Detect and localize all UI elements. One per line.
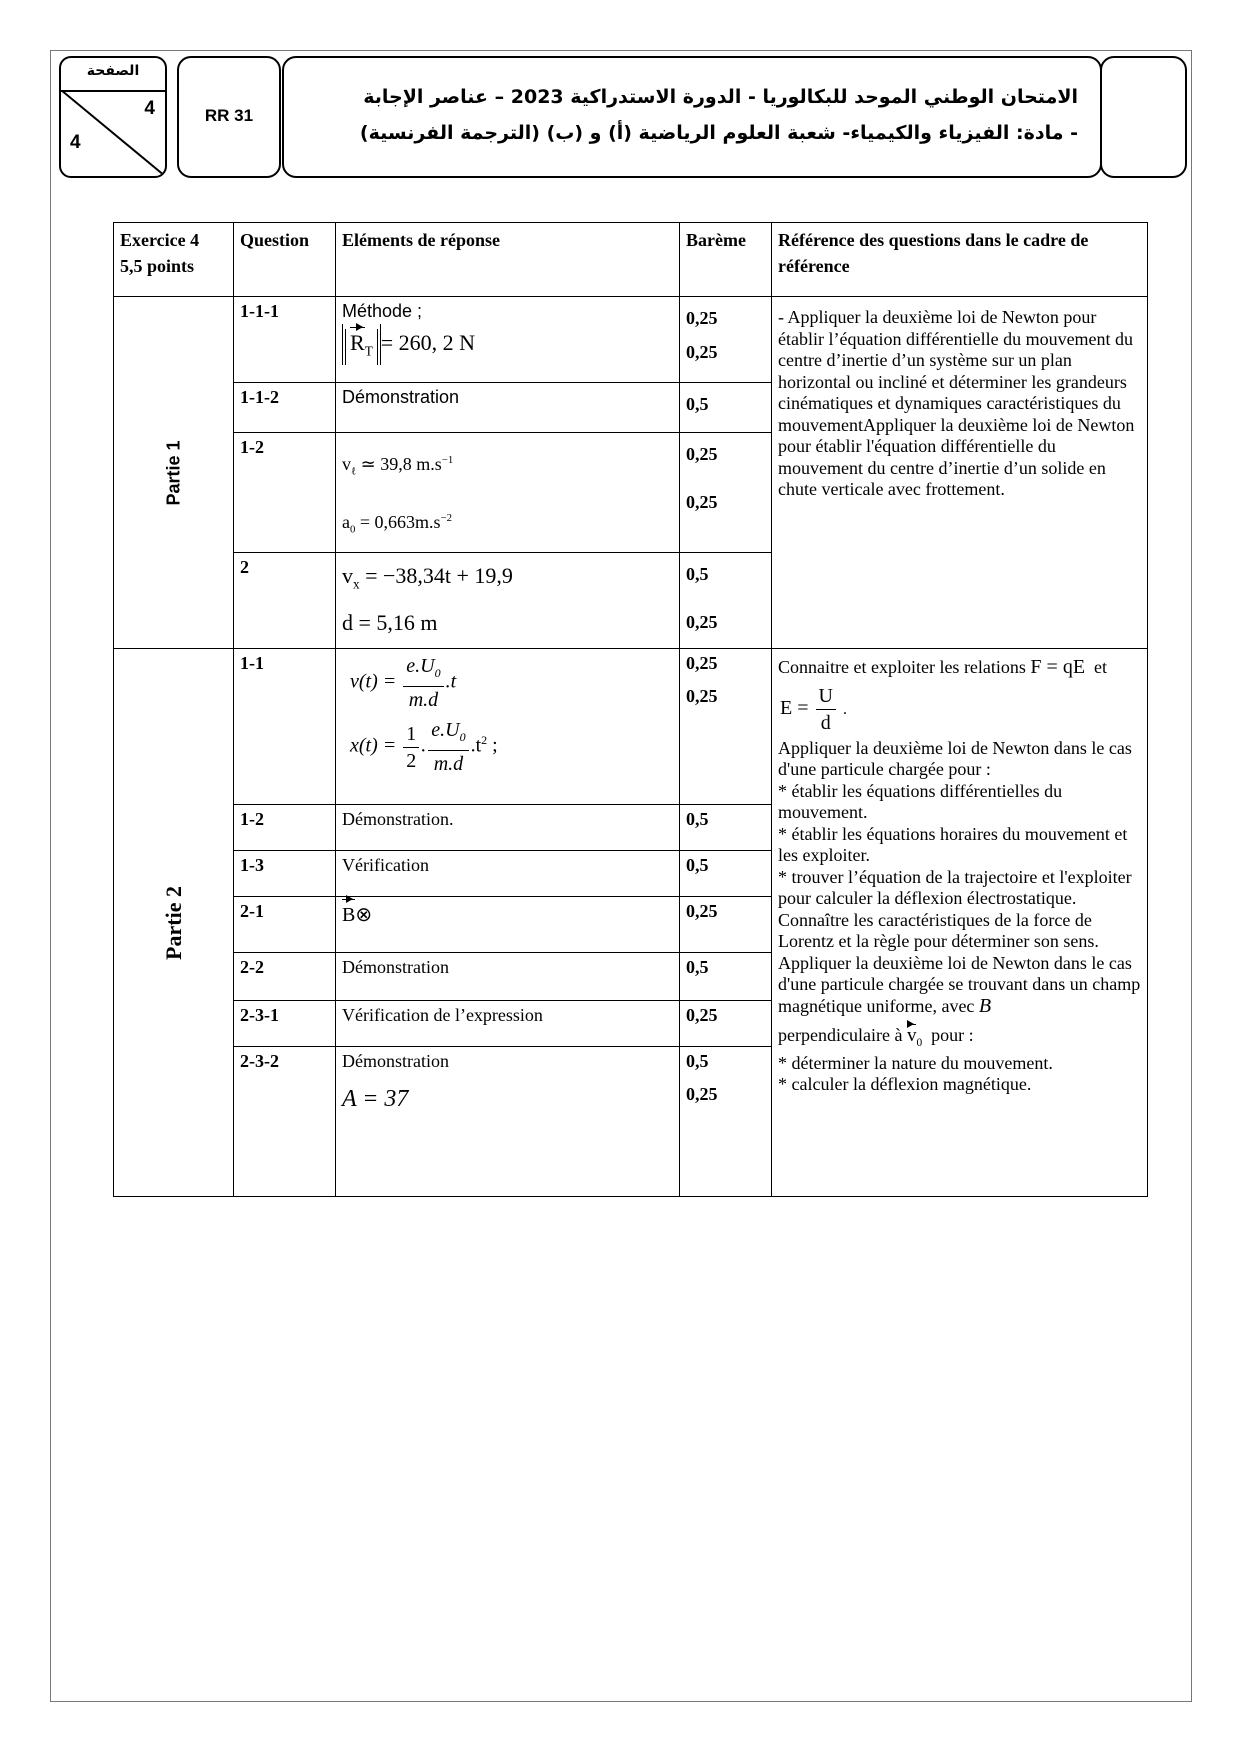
score-cell: 0,5 [680, 805, 772, 851]
page-number: 4 [144, 98, 155, 119]
exam-code-box [177, 56, 281, 178]
page-label: الصفحة [86, 63, 140, 79]
question-number: 2-1 [234, 897, 336, 953]
table-row [114, 297, 1148, 383]
score-cell: 0,25 [680, 897, 772, 953]
header-bareme: Barème [680, 223, 772, 297]
exam-code: RR 31 [204, 106, 254, 125]
page-total: 4 [70, 132, 81, 153]
answer-cell: v(t) = $\frac{e.U_0}{m.d}$ .t x(t) = $\frac{1}{2}$ . $\frac{e.U_0}{m.d}$ $.t^2$ ; [336, 649, 680, 805]
answer-table [113, 222, 1148, 1197]
part2-label: Partie 2 [160, 885, 186, 960]
score-cell: 0,5 0,25 [680, 553, 772, 649]
answer-cell: $v_\ell$ ≃ 39,8 $m.s^{-1}$ $a_0 = 0,663m.s^{-2}$ [336, 433, 680, 553]
part2-cell [114, 649, 234, 1197]
question-number: 1-1-1 [234, 297, 336, 383]
table-row [114, 649, 1148, 805]
header-exercise: Exercice 4 5,5 points [114, 223, 234, 297]
part2-reference: Connaitre et exploiter les relations F = qE et E = $\frac{U}{d}$ . Appliquer la deuxième loi de Newton dans le cas d'une particule chargée pour : * établir les équations différentielles du mouvement. * établir les équations horaires du mouvement et les exploiter. * trouver l’équation de la trajectoire et l'exploiter pour calculer la déflexion électrostatique. Connaître les caractéristiques de la force de Lorentz et la règle pour déterminer son sens. Appliquer la deuxième loi de Newton dans le cas d'une particule chargée se trouvant dans un champ magnétique uniforme, avec B perpendiculaire à $v_0$ pour : * déterminer la nature du mouvement. * calculer la déflexion magnétique. [772, 649, 1148, 1197]
score-cell: 0,5 [680, 383, 772, 433]
formula: $R_T = 260$, 2 N [342, 324, 673, 365]
exam-title-box [282, 56, 1102, 178]
question-number: 1-2 [234, 805, 336, 851]
page-number-box [59, 56, 167, 178]
exam-subject: - مادة: الفيزياء والكيمياء- شعبة العلوم الرياضية (أ) و (ب) (الترجمة الفرنسية) [359, 122, 1078, 144]
answer-cell: $v_x = -38,34t + 19,9$ d = 5,16 m [336, 553, 680, 649]
question-number: 1-2 [234, 433, 336, 553]
question-number: 2 [234, 553, 336, 649]
answer-cell: Démonstration [336, 383, 680, 433]
score-cell: 0,25 0,25 [680, 649, 772, 805]
question-number: 2-2 [234, 953, 336, 1001]
question-number: 1-3 [234, 851, 336, 897]
score-cell: 0,5 [680, 953, 772, 1001]
part1-label: Partie 1 [163, 440, 183, 506]
answer-cell: Vérification de l’expression [336, 1001, 680, 1047]
answer-cell: Vérification [336, 851, 680, 897]
header-reference: Référence des questions dans le cadre de référence [772, 223, 1148, 297]
question-number: 2-3-1 [234, 1001, 336, 1047]
exam-title: الامتحان الوطني الموحد للبكالوريا - الدورة الاستدراكية 2023 – عناصر الإجابة [363, 86, 1078, 108]
answer-cell: Démonstration. [336, 805, 680, 851]
score-cell: 0,5 0,25 [680, 1047, 772, 1197]
answer-cell: Méthode ; $R_T = 260$, 2 N [336, 297, 680, 383]
answer-cell: B⊗ [336, 897, 680, 953]
header-elements: Eléments de réponse [336, 223, 680, 297]
part1-cell [114, 297, 234, 649]
score-cell: 0,25 0,25 [680, 433, 772, 553]
answer-cell: Démonstration A = 37 [336, 1047, 680, 1197]
question-number: 1-1-2 [234, 383, 336, 433]
score-cell: 0,5 [680, 851, 772, 897]
answer-cell: Démonstration [336, 953, 680, 1001]
part1-reference: - Appliquer la deuxième loi de Newton pour établir l’équation différentielle du mouvement du centre d’inertie d’un système sur un plan horizontal ou incliné et déterminer les grandeurs cinématiques et dynamiques caractéristiques du mouvementAppliquer la deuxième loi de Newton pour établir l'équation différentielle du mouvement du centre d’inertie d’un solide en chute verticale avec frottement. [772, 297, 1148, 649]
question-number: 2-3-2 [234, 1047, 336, 1197]
header-question: Question [234, 223, 336, 297]
logo-box [1100, 56, 1187, 178]
score-cell: 0,25 [680, 1001, 772, 1047]
table-header-row [114, 223, 1148, 297]
score-cell: 0,25 0,25 [680, 297, 772, 383]
question-number: 1-1 [234, 649, 336, 805]
